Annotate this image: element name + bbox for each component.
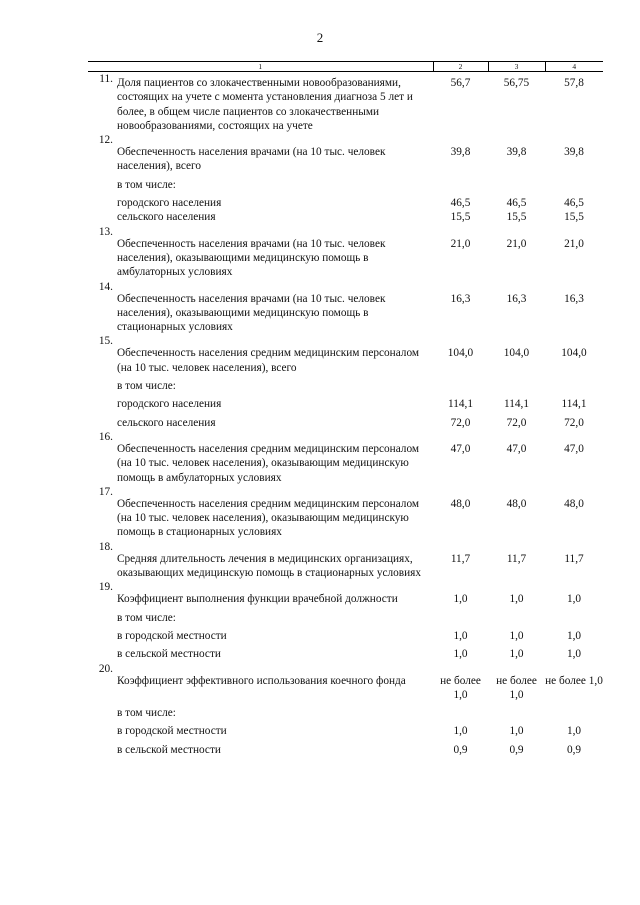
column-header-4: 4: [545, 62, 603, 72]
indicator-number: 18.: [98, 540, 113, 553]
indicator-row: [88, 72, 603, 134]
indicator-number: 19.: [98, 581, 113, 594]
value-cell-col4: 16,3: [564, 292, 584, 305]
value-cell-col2: 46,5: [450, 197, 471, 210]
value-cell-col4: не более 1,0: [545, 674, 603, 687]
indicator-number: 16.: [98, 430, 113, 443]
value-cell-col3: 15,5: [506, 211, 527, 224]
value-cell-col2: 15,5: [450, 211, 471, 224]
indicator-subrow: [88, 607, 603, 625]
indicator-label: в сельской местности: [117, 743, 221, 756]
indicator-cell: [88, 210, 433, 224]
indicator-label: Доля пациентов со злокачественными новообразованиями, состоящих на учете с момента установления диагноза 5 лет и более, в общем числе пациентов со злокачественными новообразованиями, состоящих на учете: [117, 77, 413, 132]
indicator-label: Средняя длительность лечения в медицинских организациях, оказывающих медицинскую помощь в стационарных условиях: [117, 552, 422, 580]
indicator-row: [88, 225, 603, 280]
value-cell-col2: [433, 702, 488, 720]
value-cell-col4: 104,0: [561, 347, 587, 360]
page-number: 2: [316, 30, 324, 45]
value-cell-col4: 46,5: [564, 197, 584, 210]
indicator-number: 12.: [98, 134, 113, 147]
value-cell-col4: [545, 375, 603, 393]
indicator-cell: [88, 133, 433, 174]
value-cell-col2: 47,0: [450, 442, 471, 455]
indicator-label: Обеспеченность населения средним медицинским персоналом (на 10 тыс. человек населения), всего: [117, 347, 420, 374]
indicator-number: 11.: [99, 73, 113, 85]
value-cell-col4: 72,0: [564, 416, 584, 429]
indicator-cell: [88, 393, 433, 411]
indicator-label: городского населения: [117, 197, 222, 210]
value-cell-col2: [433, 375, 488, 393]
indicator-label: в том числе:: [117, 707, 176, 720]
value-cell-col3: 104,0: [503, 347, 530, 360]
value-cell-col4: [545, 174, 603, 192]
value-cell-col2: 1,0: [453, 725, 468, 738]
indicator-label: в городской местности: [117, 725, 227, 738]
value-cell-col3: [488, 174, 545, 192]
indicator-subrow: [88, 720, 603, 738]
value-cell-col3: 47,0: [506, 442, 527, 455]
indicator-row: [88, 485, 603, 540]
indicator-label: городского населения: [117, 398, 222, 411]
indicator-cell: [88, 540, 433, 581]
value-cell-col3: 1,0: [509, 725, 524, 738]
value-cell-col4: 47,0: [564, 442, 584, 455]
indicator-label: в сельской местности: [117, 648, 221, 661]
indicator-cell: [88, 643, 433, 661]
indicator-label: Коэффициент выполнения функции врачебной должности: [117, 593, 398, 606]
indicator-cell: [88, 625, 433, 643]
indicator-label: Обеспеченность населения врачами (на 10 тыс. человек населения), всего: [117, 146, 386, 173]
indicator-subrow: [88, 210, 603, 224]
value-cell-col4: 114,1: [561, 398, 587, 411]
indicator-cell: [88, 174, 433, 192]
value-cell-col3: 39,8: [506, 146, 527, 159]
indicators-table-container: [88, 61, 603, 757]
indicator-cell: [88, 739, 433, 757]
indicator-subrow: [88, 625, 603, 643]
value-cell-col2: 1,0: [453, 593, 468, 606]
indicator-cell: [88, 430, 433, 485]
indicator-number: 13.: [98, 225, 113, 238]
column-header-3: 3: [488, 62, 545, 72]
indicator-number: 20.: [98, 662, 113, 675]
value-cell-col4: 1,0: [566, 629, 582, 642]
indicator-subrow: [88, 412, 603, 430]
indicator-row: [88, 280, 603, 335]
value-cell-col3: 21,0: [506, 237, 527, 250]
indicator-cell: [88, 702, 433, 720]
indicator-number: 15.: [98, 335, 113, 348]
indicator-number: 17.: [98, 485, 113, 498]
indicator-label: Обеспеченность населения средним медицинским персоналом (на 10 тыс. человек населения), оказывающим медицинскую помощь в стационарных условиях: [117, 497, 420, 539]
value-cell-col2: 56,7: [450, 77, 471, 89]
indicator-row: [88, 430, 603, 485]
value-cell-col3: 46,5: [506, 197, 527, 210]
value-cell-col3: 16,3: [506, 292, 527, 305]
value-cell-col4: 11,7: [564, 552, 584, 565]
indicator-row: [88, 334, 603, 375]
value-cell-col3: 1,0: [509, 593, 524, 606]
value-cell-col2: 21,0: [450, 237, 471, 250]
value-cell-col2: 16,3: [450, 292, 471, 305]
indicator-cell: [88, 375, 433, 393]
indicator-row: [88, 580, 603, 606]
value-cell-col2: 39,8: [450, 146, 471, 159]
indicator-cell: [88, 485, 433, 540]
value-cell-col4: 15,5: [564, 211, 584, 224]
indicator-cell: [88, 280, 433, 335]
value-cell-col2: 11,7: [450, 552, 471, 565]
indicator-label: в том числе:: [117, 380, 176, 393]
value-cell-col4: [545, 702, 603, 720]
value-cell-col4: 57,8: [564, 77, 584, 89]
indicator-label: в том числе:: [117, 611, 176, 624]
value-cell-col4: 1,0: [566, 593, 582, 606]
indicator-label: сельского населения: [117, 416, 216, 429]
indicator-subrow: [88, 393, 603, 411]
indicator-subrow: [88, 702, 603, 720]
indicator-cell: [88, 412, 433, 430]
indicator-label: в городской местности: [117, 629, 227, 642]
value-cell-col3: [488, 607, 545, 625]
indicator-subrow: [88, 174, 603, 192]
indicator-subrow: [88, 192, 603, 210]
indicator-row: [88, 540, 603, 581]
value-cell-col4: 1,0: [566, 725, 582, 738]
indicator-cell: [88, 225, 433, 280]
column-header-1: 1: [88, 62, 433, 72]
indicator-subrow: [88, 375, 603, 393]
indicator-label: Обеспеченность населения средним медицинским персоналом (на 10 тыс. человек населения), оказывающим медицинскую помощь в амбулаторных условиях: [117, 442, 420, 484]
value-cell-col3: 1,0: [509, 629, 524, 642]
value-cell-col3: [488, 702, 545, 720]
value-cell-col2: 72,0: [450, 416, 471, 429]
value-cell-col2: [433, 607, 488, 625]
indicators-table: [88, 61, 603, 757]
value-cell-col2: 1,0: [453, 648, 468, 661]
indicator-cell: [88, 334, 433, 375]
indicator-row: [88, 662, 603, 703]
indicators-table-body: [88, 72, 603, 757]
value-cell-col3: не более 1,0: [496, 674, 537, 701]
value-cell-col4: 21,0: [564, 237, 584, 250]
indicator-label: сельского населения: [117, 211, 216, 224]
value-cell-col3: 1,0: [509, 648, 524, 661]
value-cell-col3: 0,9: [509, 743, 524, 756]
column-header-2: 2: [433, 62, 488, 72]
value-cell-col3: 56,75: [503, 77, 530, 89]
indicator-subrow: [88, 739, 603, 757]
value-cell-col2: не более 1,0: [440, 674, 481, 701]
value-cell-col3: [488, 375, 545, 393]
indicator-cell: [88, 580, 433, 606]
value-cell-col4: 1,0: [566, 648, 582, 661]
value-cell-col2: 0,9: [453, 743, 468, 756]
value-cell-col4: 0,9: [566, 743, 582, 756]
value-cell-col2: 114,1: [448, 398, 473, 411]
column-number-header-row: [88, 62, 603, 72]
value-cell-col2: [433, 174, 488, 192]
value-cell-col3: 11,7: [506, 552, 527, 565]
value-cell-col2: 1,0: [453, 629, 468, 642]
indicator-cell: [88, 720, 433, 738]
value-cell-col3: 114,1: [504, 398, 529, 411]
value-cell-col3: 48,0: [506, 497, 527, 510]
indicator-subrow: [88, 643, 603, 661]
value-cell-col4: [545, 607, 603, 625]
value-cell-col4: 48,0: [564, 497, 584, 510]
indicator-label: Обеспеченность населения врачами (на 10 тыс. человек населения), оказывающими медицинскую помощь в стационарных условиях: [117, 292, 386, 334]
indicator-cell: [88, 72, 433, 134]
indicator-number: 14.: [98, 280, 113, 293]
indicator-label: в том числе:: [117, 178, 176, 191]
value-cell-col2: 104,0: [447, 347, 474, 360]
indicator-cell: [88, 662, 433, 703]
indicator-label: Обеспеченность населения врачами (на 10 тыс. человек населения), оказывающими медицинскую помощь в амбулаторных условиях: [117, 237, 386, 279]
value-cell-col3: 72,0: [506, 416, 527, 429]
value-cell-col2: 48,0: [450, 497, 471, 510]
indicator-cell: [88, 192, 433, 210]
value-cell-col4: 39,8: [564, 146, 584, 159]
indicator-cell: [88, 607, 433, 625]
indicator-label: Коэффициент эффективного использования коечного фонда: [117, 674, 406, 687]
indicator-row: [88, 133, 603, 174]
